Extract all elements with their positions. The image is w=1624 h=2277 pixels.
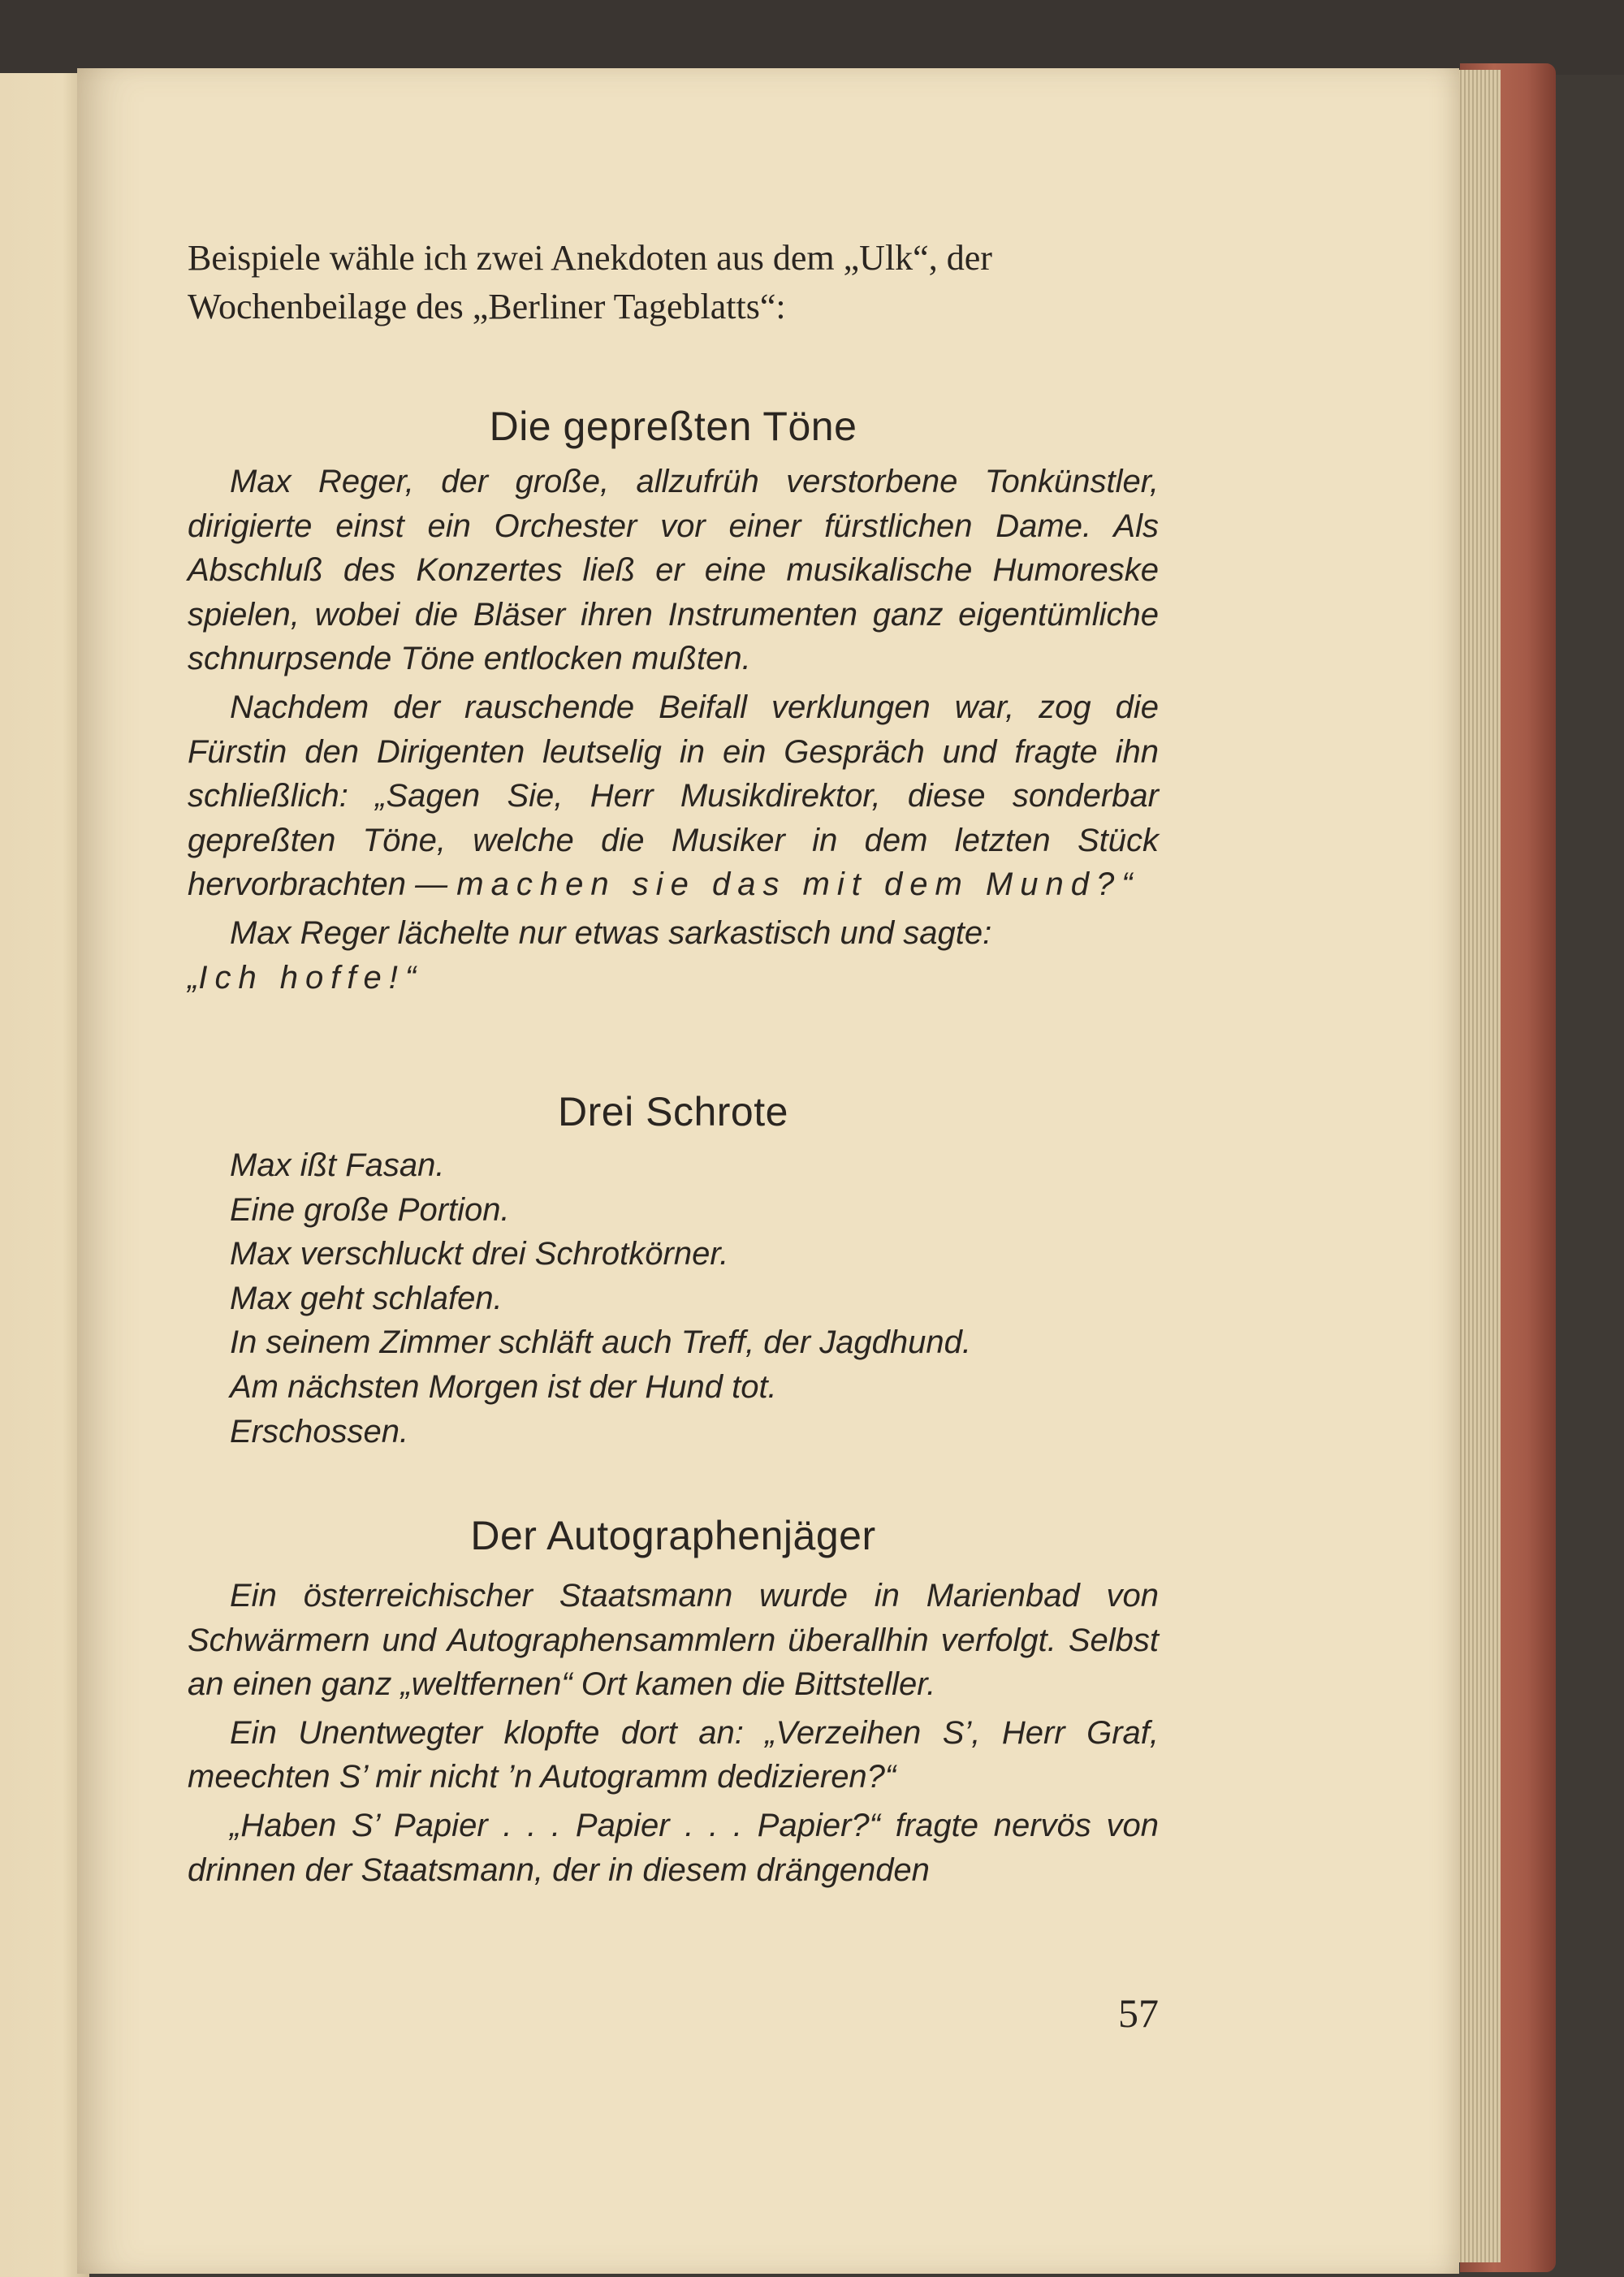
poem-line: Erschossen. [230,1413,409,1450]
section-title: Der Autographenjäger [470,1513,876,1558]
section-title: Drei Schrote [558,1089,788,1134]
poem-line: Max ißt Fasan. [230,1147,445,1183]
intro-line: Wochenbeilage des „Berliner Tageblatts“: [188,287,786,326]
story-paragraph: Ein Unentwegter klopfte dort an: „Verzeihen S’, Herr Graf, meechten S’ mir nicht ’n Autogramm dedizieren?“ [188,1714,1159,1795]
intro-text [188,234,1159,331]
story-paragraph [188,685,1159,907]
paragraph-text: Max Reger lächelte nur etwas sarkastisch und sagte: [230,914,992,951]
story-paragraph: Max Reger, der große, allzufrüh verstorbene Tonkünstler, dirigierte einst ein Orchester vor einer fürstlichen Dame. Als Abschluß des Konzertes ließ er eine musikalische Humoreske spielen, wobei die Bläser ihren Instrumenten ganz eigentümliche schnurpsende Töne entlocken mußten. [188,464,1159,677]
quote-mark: “ [404,959,417,996]
page-number: 57 [1118,1990,1159,2036]
poem-line: Eine große Portion. [230,1191,510,1228]
story-paragraph [188,911,1159,1000]
story-paragraph: „Haben S’ Papier . . . Papier . . . Papier?“ fragte nervös von drinnen der Staatsmann, der in diesem drängenden [188,1807,1159,1888]
spaced-emphasis: Ich hoffe! [198,959,405,996]
story-drei-schrote [188,1143,1159,1454]
left-page-edge [0,73,89,2277]
quote-mark: „ [188,959,199,996]
paragraph-text: Nachdem der rauschende Beifall verklungen war, zog die Fürstin den Dirigenten leutselig in ein Gespräch und fragte ihn schließlich: „Sagen Sie, Herr Musikdirektor, diese sonderbar gepreßten Töne, welche die Musiker in dem letzten Stück hervorbrachten — [188,689,1159,903]
poem-line: Max geht schlafen. [230,1280,503,1316]
poem-line: In seinem Zimmer schläft auch Treff, der Jagdhund. [230,1324,971,1361]
poem-line: Am nächsten Morgen ist der Hund tot. [230,1368,777,1405]
poem-line: Max verschluckt drei Schrotkörner. [230,1236,729,1272]
scan-background-top [0,0,1624,75]
story-die-gepressten-toene [188,460,1159,1004]
story-paragraph: Ein österreichischer Staatsmann wurde in Marienbad von Schwärmern und Autographensammlern überallhin verfolgt. Selbst an einen ganz „weltfernen“ Ort kamen die Bittsteller. [188,1578,1159,1703]
intro-line: Beispiele wähle ich zwei Anekdoten aus dem „Ulk“, der [188,238,992,278]
section-title: Die gepreßten Töne [489,404,857,449]
story-der-autographenjaeger [188,1574,1159,1896]
spaced-emphasis: machen sie das mit dem Mund?“ [456,866,1140,903]
page-stack-edge [1453,70,1501,2262]
